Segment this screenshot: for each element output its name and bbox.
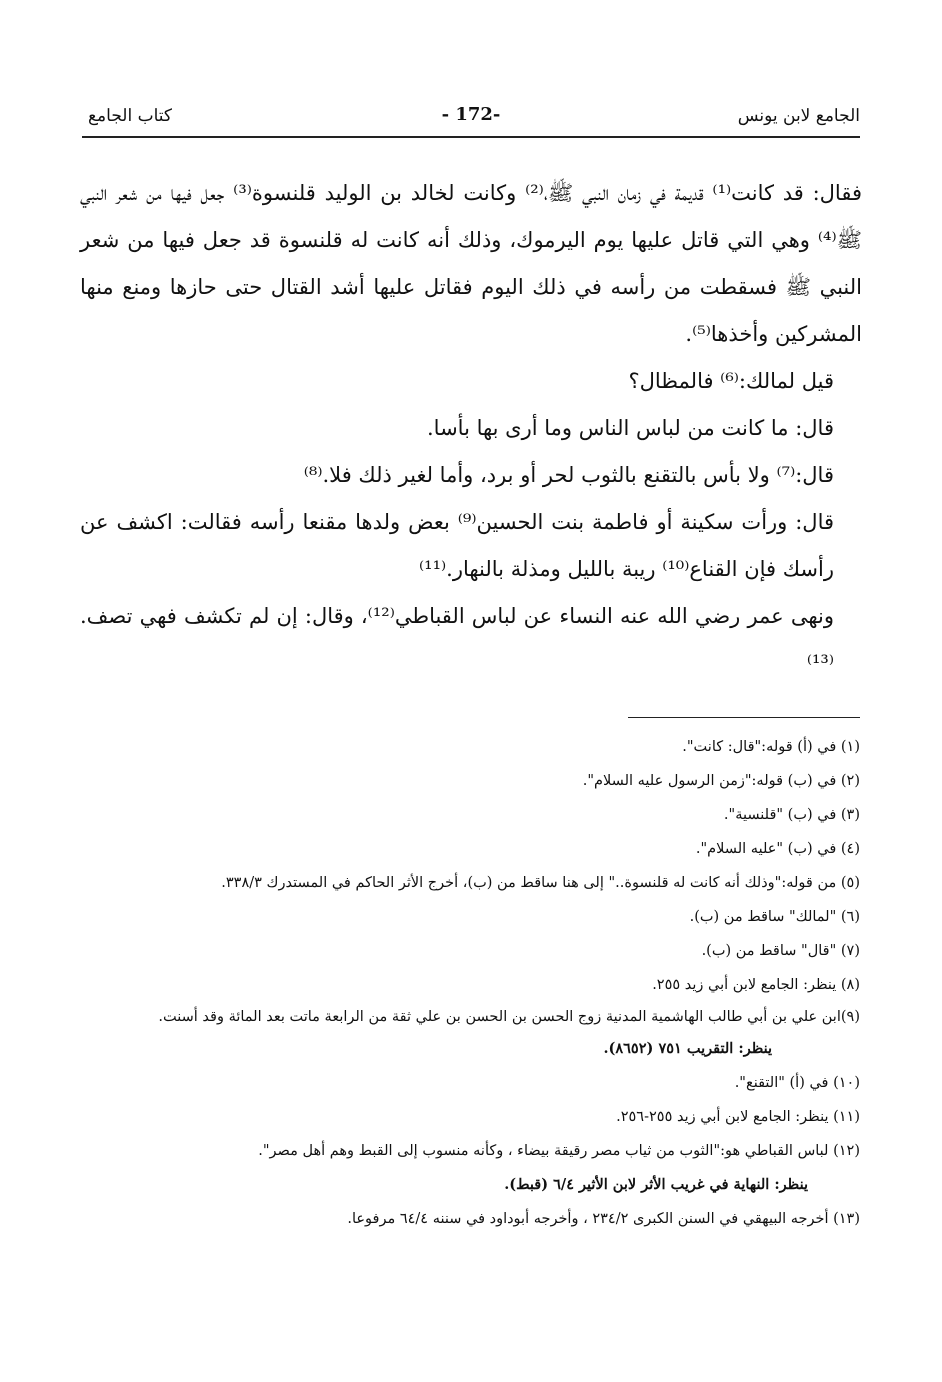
footnote: (١٠) في (أ) "التقنع". (734, 1075, 860, 1091)
footnote: (١) في (أ) قوله:"قال: كانت". (682, 739, 860, 755)
footnote-reference: ينظر: التقريب ٧٥١ (٨٦٥٢). (603, 1040, 772, 1057)
page-number: -172 - (441, 104, 501, 125)
header-book-title: الجامع لابن يونس (737, 106, 860, 126)
header-divider (82, 136, 860, 138)
footnote: (٥) من قوله:"وذلك أنه كانت له قلنسوة.." إلى هنا ساقط من (ب)، أخرج الأثر الحاكم في المستدرك ٣٣٨/٣. (221, 875, 860, 891)
page-header (82, 104, 860, 130)
footnote: (٧) "قال" ساقط من (ب). (701, 943, 860, 959)
footnote: (١٣) أخرجه البيهقي في السنن الكبرى ٢٣٤/٢ ، وأخرجه أبوداود في سننه ٦٤/٤ مرفوعا. (347, 1211, 860, 1227)
footnote: (٩)ابن علي بن أبي طالب الهاشمية المدنية زوج الحسن بن الحسن بن علي ثقة من الرابعة ماتت بعد المائة وقد أسنت. (158, 1009, 860, 1025)
paragraph: قال:⁽⁷⁾ ولا بأس بالتقنع بالثوب لحر أو برد، وأما لغير ذلك فلا.⁽⁸⁾ (303, 463, 834, 487)
paragraph: قال: ما كانت من لباس الناس وما أرى بها بأسا. (427, 416, 834, 440)
footnote-reference: ينظر: النهاية في غريب الأثر لابن الأثير ٦/٤ (قبط). (504, 1176, 808, 1193)
footnote: (١١) ينظر: الجامع لابن أبي زيد ٢٥٥-٢٥٦. (616, 1109, 860, 1125)
footnote: (٨) ينظر: الجامع لابن أبي زيد ٢٥٥. (652, 977, 860, 993)
paragraph: فقال: قد كانت⁽¹⁾ قديمة في زمان النبي ﷺ،⁽²⁾ وكانت لخالد بن الوليد قلنسوة⁽³⁾ جعل فيها من شعر النبي ﷺ⁽⁴⁾ وهي التي قاتل عليها يوم اليرموك، وذلك أنه كانت له قلنسوة قد جعل فيها من شعر النبي ﷺ فسقطت من رأسه في ذلك اليوم فقاتل عليها أشد القتال حتى حازها ومنع منها المشركين وأخذها⁽⁵⁾. (80, 181, 862, 346)
footnote: (٢) في (ب) قوله:"زمن الرسول عليه السلام". (582, 773, 860, 789)
footnote: (١٢) لباس القباطي هو:"الثوب من ثياب مصر رقيقة بيضاء ، وكأنه منسوب إلى القبط وهم أهل مصر". (258, 1143, 860, 1159)
paragraph: ونهى عمر رضي الله عنه النساء عن لباس القباطي⁽¹²⁾، وقال: إن لم تكشف فهي تصف.⁽¹³⁾ (80, 604, 834, 675)
paragraph: قال: ورأت سكينة أو فاطمة بنت الحسين⁽⁹⁾ بعض ولدها مقنعا رأسه فقالت: اكشف عن رأسك فإن القناع⁽¹⁰⁾ ريبة بالليل ومذلة بالنهار.⁽¹¹⁾ (80, 510, 835, 581)
footnote: (٤) في (ب) "عليه السلام". (695, 841, 860, 857)
footnote: (٦) "لمالك" ساقط من (ب). (689, 909, 860, 925)
main-text (80, 170, 862, 687)
footnotes (80, 730, 860, 1236)
footnote: (٣) في (ب) "قلنسية". (723, 807, 860, 823)
header-chapter-title: كتاب الجامع (88, 106, 173, 126)
paragraph: قيل لمالك:⁽⁶⁾ فالمظال؟ (628, 369, 834, 393)
footnote-divider (628, 717, 860, 718)
